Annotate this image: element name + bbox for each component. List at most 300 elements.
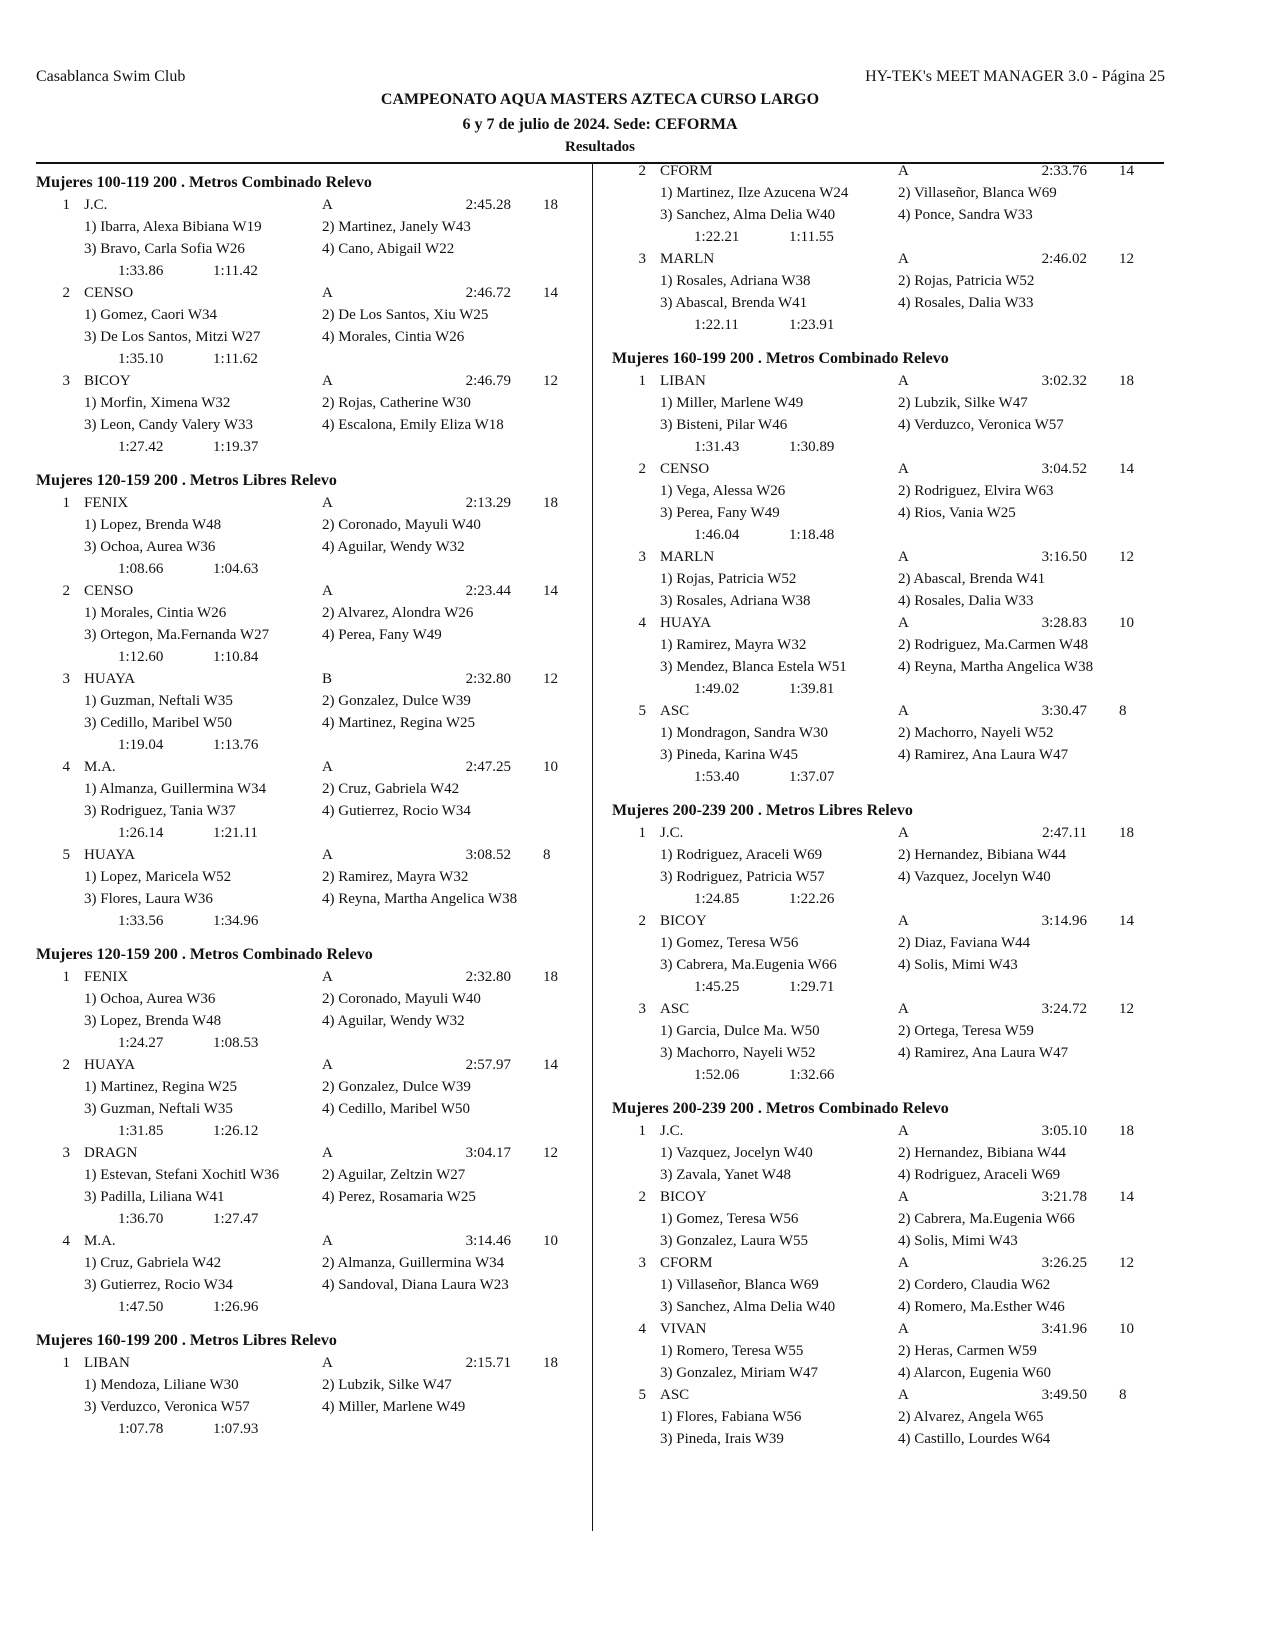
relay-letter: A [898,703,909,719]
relay-letter: A [898,549,909,565]
final-time: 2:47.11 [1042,825,1087,841]
relay-letter: A [898,461,909,477]
points: 14 [543,583,558,599]
place: 2 [62,1057,70,1073]
swimmers-row [36,1396,586,1418]
swimmer: 4) Romero, Ma.Esther W46 [898,1299,1065,1315]
points: 12 [1119,1255,1134,1271]
event-section [36,1330,586,1440]
swimmer: 3) Abascal, Brenda W41 [660,295,808,311]
swimmers-row [612,392,1162,414]
swimmers-row [612,414,1162,436]
split-time: 1:19.04 [118,737,164,753]
place: 3 [638,1255,646,1271]
swimmers-row [36,712,586,734]
final-time: 3:21.78 [1041,1189,1087,1205]
result-row [36,844,586,866]
swimmers-row [612,1142,1162,1164]
splits-row [36,822,586,844]
points: 14 [543,285,558,301]
event-title: Mujeres 200-239 200 . Metros Combinado Relevo [612,1100,949,1117]
team-name: HUAYA [84,847,136,863]
relay-letter: A [322,373,333,389]
split-time: 1:37.07 [789,769,835,785]
swimmers-row [612,844,1162,866]
points: 8 [1119,703,1127,719]
swimmers-row [36,238,586,260]
splits-row [36,1418,586,1440]
result-row [612,1384,1162,1406]
swimmer: 2) Cabrera, Ma.Eugenia W66 [898,1211,1075,1227]
swimmer: 3) Zavala, Yanet W48 [660,1167,791,1183]
relay-letter: A [322,1145,333,1161]
team-name: ASC [660,703,690,719]
team-name: MARLN [660,549,715,565]
points: 12 [1119,549,1134,565]
points: 18 [543,495,558,511]
swimmer: 4) Solis, Mimi W43 [898,1233,1018,1249]
split-time: 1:31.43 [694,439,740,455]
swimmer: 3) Verduzco, Veronica W57 [84,1399,250,1415]
swimmers-row [36,690,586,712]
splits-row [36,1296,586,1318]
split-time: 1:45.25 [694,979,740,995]
relay-letter: A [898,1001,909,1017]
points: 10 [1119,1321,1134,1337]
splits-row [612,314,1162,336]
split-time: 1:08.53 [213,1035,259,1051]
points: 18 [543,969,558,985]
splits-row [36,1032,586,1054]
team-name: LIBAN [84,1355,130,1371]
team-name: LIBAN [660,373,706,389]
team-name: M.A. [84,1233,116,1249]
final-time: 2:46.72 [465,285,511,301]
event-section [612,1098,1162,1450]
final-time: 2:33.76 [1041,163,1087,179]
relay-letter: A [898,1189,909,1205]
swimmer: 1) Gomez, Teresa W56 [660,935,799,951]
event-title: Mujeres 120-159 200 . Metros Combinado Relevo [36,946,373,963]
swimmers-row [612,656,1162,678]
split-time: 1:46.04 [694,527,740,543]
place: 1 [62,1355,70,1371]
swimmers-row [36,514,586,536]
swimmer: 3) Bisteni, Pilar W46 [660,417,788,433]
split-time: 1:07.93 [213,1421,259,1437]
swimmer: 1) Almanza, Guillermina W34 [84,781,267,797]
swimmers-row [36,216,586,238]
final-time: 2:32.80 [465,671,511,687]
final-time: 2:46.02 [1041,251,1087,267]
swimmer: 4) Cedillo, Maribel W50 [322,1101,471,1117]
relay-letter: A [322,759,333,775]
swimmer: 1) Martinez, Ilze Azucena W24 [660,185,849,201]
result-row [612,160,1162,182]
relay-letter: A [322,1233,333,1249]
swimmer: 4) Martinez, Regina W25 [322,715,476,731]
points: 18 [1119,825,1134,841]
swimmer: 1) Lopez, Maricela W52 [84,869,232,885]
swimmers-row [36,800,586,822]
split-time: 1:33.86 [118,263,164,279]
team-name: CFORM [660,163,713,179]
swimmer: 2) Machorro, Nayeli W52 [898,725,1054,741]
result-row [36,668,586,690]
split-time: 1:07.78 [118,1421,164,1437]
team-name: BICOY [84,373,131,389]
result-row [36,1054,586,1076]
swimmers-row [612,480,1162,502]
final-time: 2:46.79 [465,373,511,389]
final-time: 3:24.72 [1041,1001,1087,1017]
swimmer: 2) Martinez, Janely W43 [322,219,471,235]
swimmer: 2) Lubzik, Silke W47 [898,395,1028,411]
points: 8 [543,847,551,863]
team-name: MARLN [660,251,715,267]
swimmer: 1) Flores, Fabiana W56 [660,1409,802,1425]
result-row [612,546,1162,568]
swimmer: 2) Rodriguez, Ma.Carmen W48 [898,637,1089,653]
splits-row [36,1120,586,1142]
points: 18 [543,197,558,213]
swimmers-row [36,624,586,646]
swimmer: 1) Vazquez, Jocelyn W40 [660,1145,813,1161]
split-time: 1:53.40 [694,769,740,785]
relay-letter: A [322,285,333,301]
team-name: DRAGN [84,1145,138,1161]
team-name: HUAYA [660,615,712,631]
place: 4 [638,615,646,631]
team-name: J.C. [660,825,684,841]
points: 14 [1119,1189,1134,1205]
swimmer: 1) Mondragon, Sandra W30 [660,725,829,741]
points: 12 [543,671,558,687]
swimmer: 4) Miller, Marlene W49 [322,1399,466,1415]
split-time: 1:22.21 [694,229,740,245]
points: 14 [1119,913,1134,929]
split-time: 1:34.96 [213,913,259,929]
splits-row [612,976,1162,998]
event-title: Mujeres 160-199 200 . Metros Combinado Relevo [612,350,949,367]
swimmers-row [612,634,1162,656]
split-time: 1:35.10 [118,351,164,367]
swimmer: 3) Ochoa, Aurea W36 [84,539,216,555]
relay-letter: A [898,1321,909,1337]
points: 8 [1119,1387,1127,1403]
final-time: 2:45.28 [465,197,511,213]
place: 3 [638,251,646,267]
event-section [612,348,1162,788]
team-name: HUAYA [84,671,136,687]
left-column [36,172,586,1452]
swimmer: 1) Gomez, Teresa W56 [660,1211,799,1227]
swimmer: 1) Miller, Marlene W49 [660,395,804,411]
swimmer: 2) Rojas, Patricia W52 [898,273,1035,289]
event-section [36,470,586,932]
points: 18 [543,1355,558,1371]
swimmer: 3) Guzman, Neftali W35 [84,1101,233,1117]
split-time: 1:22.11 [694,317,739,333]
splits-row [36,646,586,668]
swimmers-row [612,182,1162,204]
swimmer: 2) Rojas, Catherine W30 [322,395,471,411]
final-time: 3:14.96 [1041,913,1087,929]
swimmers-row [612,1406,1162,1428]
swimmer: 3) Flores, Laura W36 [84,891,213,907]
splits-row [612,226,1162,248]
swimmer: 2) Diaz, Faviana W44 [898,935,1031,951]
result-row [36,194,586,216]
final-time: 2:15.71 [465,1355,511,1371]
swimmers-row [612,204,1162,226]
swimmer: 4) Alarcon, Eugenia W60 [898,1365,1052,1381]
split-time: 1:11.55 [789,229,834,245]
split-time: 1:26.96 [213,1299,259,1315]
swimmer: 3) Perea, Fany W49 [660,505,780,521]
split-time: 1:29.71 [789,979,835,995]
splits-row [612,436,1162,458]
split-time: 1:52.06 [694,1067,740,1083]
swimmers-row [612,1274,1162,1296]
swimmer: 2) Heras, Carmen W59 [898,1343,1037,1359]
result-row [612,248,1162,270]
swimmers-row [612,502,1162,524]
column-divider [592,163,593,1531]
relay-letter: A [322,197,333,213]
swimmer: 2) Lubzik, Silke W47 [322,1377,452,1393]
swimmer: 2) Hernandez, Bibiana W44 [898,847,1066,863]
result-row [612,1318,1162,1340]
swimmer: 1) Ibarra, Alexa Bibiana W19 [84,219,262,235]
place: 2 [62,583,70,599]
result-row [612,612,1162,634]
result-row [36,756,586,778]
swimmers-row [36,1098,586,1120]
swimmer: 3) Sanchez, Alma Delia W40 [660,207,836,223]
final-time: 2:32.80 [465,969,511,985]
swimmers-row [612,866,1162,888]
splits-row [36,734,586,756]
split-time: 1:04.63 [213,561,259,577]
swimmers-row [36,1010,586,1032]
result-row [612,910,1162,932]
place: 2 [638,913,646,929]
split-time: 1:47.50 [118,1299,164,1315]
swimmers-row [36,536,586,558]
place: 1 [638,373,646,389]
swimmer: 4) Perea, Fany W49 [322,627,442,643]
splits-row [36,348,586,370]
team-name: VIVAN [660,1321,707,1337]
relay-letter: A [898,913,909,929]
meet-title: CAMPEONATO AQUA MASTERS AZTECA CURSO LARGO [380,91,820,108]
swimmer: 4) Rodriguez, Araceli W69 [898,1167,1061,1183]
swimmer: 1) Guzman, Neftali W35 [84,693,233,709]
split-time: 1:33.56 [118,913,164,929]
place: 3 [62,1145,70,1161]
splits-row [612,888,1162,910]
points: 18 [1119,373,1134,389]
event-title: Mujeres 120-159 200 . Metros Libres Relevo [36,472,337,489]
points: 12 [1119,251,1134,267]
split-time: 1:49.02 [694,681,740,697]
swimmer: 4) Reyna, Martha Angelica W38 [898,659,1094,675]
swimmers-row [36,326,586,348]
swimmer: 3) Gonzalez, Miriam W47 [660,1365,819,1381]
splits-row [36,436,586,458]
swimmer: 4) Ramirez, Ana Laura W47 [898,747,1069,763]
splits-row [36,558,586,580]
team-name: J.C. [84,197,108,213]
final-time: 2:23.44 [465,583,511,599]
swimmer: 2) Ortega, Teresa W59 [898,1023,1034,1039]
swimmers-row [612,590,1162,612]
split-time: 1:22.26 [789,891,835,907]
team-name: ASC [660,1387,690,1403]
event-section [612,800,1162,1086]
team-name: J.C. [660,1123,684,1139]
result-row [36,1142,586,1164]
swimmer: 1) Rojas, Patricia W52 [660,571,797,587]
swimmer: 1) Morfin, Ximena W32 [84,395,231,411]
relay-letter: A [898,163,909,179]
swimmer: 3) Rodriguez, Patricia W57 [660,869,825,885]
team-name: M.A. [84,759,116,775]
swimmer: 1) Morales, Cintia W26 [84,605,227,621]
place: 1 [62,495,70,511]
splits-row [612,766,1162,788]
team-name: ASC [660,1001,690,1017]
swimmer: 2) Aguilar, Zeltzin W27 [322,1167,466,1183]
swimmer: 3) Machorro, Nayeli W52 [660,1045,816,1061]
points: 12 [543,373,558,389]
final-time: 3:08.52 [465,847,511,863]
swimmers-row [36,778,586,800]
swimmer: 3) Sanchez, Alma Delia W40 [660,1299,836,1315]
software-page-label: HY-TEK's MEET MANAGER 3.0 - Página 25 [865,68,1165,85]
points: 10 [543,759,558,775]
swimmer: 1) Lopez, Brenda W48 [84,517,222,533]
swimmer: 2) Coronado, Mayuli W40 [322,991,481,1007]
split-time: 1:32.66 [789,1067,835,1083]
place: 4 [62,759,70,775]
swimmers-row [612,722,1162,744]
split-time: 1:13.76 [213,737,259,753]
place: 2 [638,163,646,179]
swimmer: 3) Gutierrez, Rocio W34 [84,1277,233,1293]
final-time: 3:41.96 [1041,1321,1087,1337]
swimmers-row [36,1076,586,1098]
swimmer: 3) Leon, Candy Valery W33 [84,417,253,433]
swimmer: 1) Rodriguez, Araceli W69 [660,847,823,863]
split-time: 1:36.70 [118,1211,164,1227]
swimmers-row [612,1164,1162,1186]
result-row [36,370,586,392]
swimmers-row [612,1208,1162,1230]
event-title: Mujeres 100-119 200 . Metros Combinado Relevo [36,174,372,191]
swimmer: 4) Sandoval, Diana Laura W23 [322,1277,509,1293]
swimmer: 2) Villaseñor, Blanca W69 [898,185,1057,201]
team-name: CFORM [660,1255,713,1271]
split-time: 1:24.85 [694,891,740,907]
swimmers-row [612,954,1162,976]
place: 3 [638,1001,646,1017]
result-row [612,1120,1162,1142]
result-row [612,1186,1162,1208]
swimmer: 3) De Los Santos, Mitzi W27 [84,329,261,345]
swimmer: 4) Cano, Abigail W22 [322,241,455,257]
swimmer: 3) Rodriguez, Tania W37 [84,803,236,819]
swimmer: 1) Rosales, Adriana W38 [660,273,811,289]
swimmer: 2) Abascal, Brenda W41 [898,571,1046,587]
swimmer: 2) Coronado, Mayuli W40 [322,517,481,533]
swimmers-row [612,1340,1162,1362]
final-time: 3:28.83 [1041,615,1087,631]
points: 12 [543,1145,558,1161]
points: 14 [1119,461,1134,477]
final-time: 3:05.10 [1041,1123,1087,1139]
swimmer: 1) Cruz, Gabriela W42 [84,1255,222,1271]
points: 10 [543,1233,558,1249]
swimmers-row [612,1230,1162,1252]
swimmer: 3) Pineda, Karina W45 [660,747,799,763]
swimmer: 4) Ramirez, Ana Laura W47 [898,1045,1069,1061]
team-name: CENSO [660,461,710,477]
split-time: 1:11.62 [213,351,258,367]
swimmer: 4) Castillo, Lourdes W64 [898,1431,1051,1447]
final-time: 3:14.46 [465,1233,511,1249]
relay-letter: B [322,671,333,687]
swimmer: 1) Garcia, Dulce Ma. W50 [660,1023,820,1039]
swimmers-row [612,932,1162,954]
place: 5 [62,847,70,863]
place: 1 [638,1123,646,1139]
swimmers-row [612,1428,1162,1450]
relay-letter: A [322,969,333,985]
splits-row [36,260,586,282]
final-time: 3:49.50 [1041,1387,1087,1403]
event-title: Mujeres 200-239 200 . Metros Libres Relevo [612,802,913,819]
place: 2 [638,1189,646,1205]
swimmers-row [612,1042,1162,1064]
relay-letter: A [898,825,909,841]
split-time: 1:11.42 [213,263,258,279]
team-name: BICOY [660,1189,707,1205]
team-name: CENSO [84,285,134,301]
points: 10 [1119,615,1134,631]
swimmers-row [612,1020,1162,1042]
swimmers-row [36,988,586,1010]
swimmers-row [36,1252,586,1274]
swimmers-row [36,1186,586,1208]
relay-letter: A [322,1355,333,1371]
result-row [612,370,1162,392]
relay-letter: A [322,847,333,863]
team-name: CENSO [84,583,134,599]
place: 1 [638,825,646,841]
swimmer: 4) Rosales, Dalia W33 [898,593,1034,609]
team-name: FENIX [84,969,129,985]
split-time: 1:12.60 [118,649,164,665]
points: 18 [1119,1123,1134,1139]
relay-letter: A [322,1057,333,1073]
swimmer: 1) Gomez, Caori W34 [84,307,218,323]
swimmers-row [36,414,586,436]
points: 12 [1119,1001,1134,1017]
place: 2 [62,285,70,301]
swimmers-row [612,1362,1162,1384]
